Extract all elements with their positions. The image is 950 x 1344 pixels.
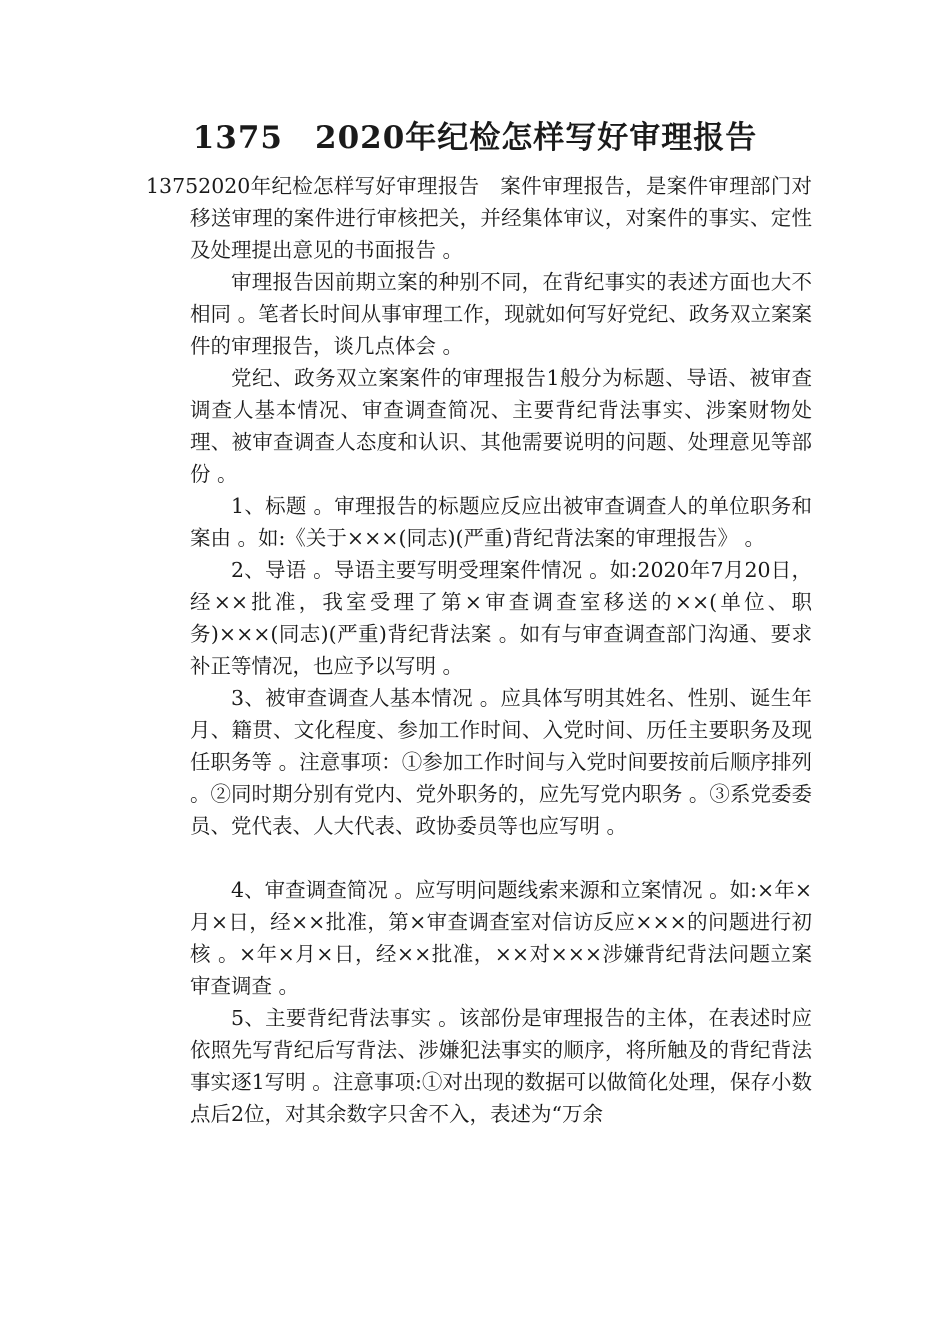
paragraph-basic-info-section: 3、被审查调查人基本情况 。应具体写明其姓名、性别、诞生年月、籍贯、文化程度、参加工作时间、入党时间、历任主要职务及现任职务等 。注意事项：①参加工作时间与入党时间要按前后顺序排列 。②同时期分别有党内、党外职务的，应先写党内职务 。③系党委委员、党代表、人大代表、政协委员等也应写明 。 [190,686,812,838]
paragraph-violation-facts-section: 5、主要背纪背法事实 。该部份是审理报告的主体，在表述时应依照先写背纪后写背法、涉嫌犯法事实的顺序，将所触及的背纪背法事实逐1写明 。注意事项:①对出现的数据可以做简化处理，保存小数点后2位，对其余数字只舍不入，表述为“万余 [190,1006,812,1126]
document-body [146,170,812,1130]
paragraph-investigation-section: 4、审查调查简况 。应写明问题线索来源和立案情况 。如:×年×月×日，经××批准，第×审查调查室对信访反应×××的问题进行初核 。×年×月×日，经××批准，××对×××涉嫌背纪背法问题立案审查调查 。 [190,878,812,998]
document-title: 1375 2020年纪检怎样写好审理报告 [192,120,758,156]
paragraph-intro: 13752020年纪检怎样写好审理报告 案件审理报告，是案件审理部门对移送审理的案件进行审核把关，并经集体审议，对案件的事实、定性及处理提出意见的书面报告 。 [146,174,812,262]
paragraph-background: 审理报告因前期立案的种别不同，在背纪事实的表述方面也大不相同 。笔者长时间从事审理工作，现就如何写好党纪、政务双立案案件的审理报告，谈几点体会 。 [190,270,812,358]
paragraph-title-section: 1、标题 。审理报告的标题应反应出被审查调查人的单位职务和案由 。如:《关于×××(同志)(严重)背纪背法案的审理报告》 。 [190,494,812,550]
paragraph-lead-section: 2、导语 。导语主要写明受理案件情况 。如:2020年7月20日，经××批准，我室受理了第×审查调查室移送的××(单位、职务)×××(同志)(严重)背纪背法案 。如有与审查调查部门沟通、要求补正等情况，也应予以写明 。 [190,558,812,678]
paragraph-structure: 党纪、政务双立案案件的审理报告1般分为标题、导语、被审查调查人基本情况、审查调查简况、主要背纪背法事实、涉案财物处理、被审查调查人态度和认识、其他需要说明的问题、处理意见等部份 。 [190,366,812,486]
